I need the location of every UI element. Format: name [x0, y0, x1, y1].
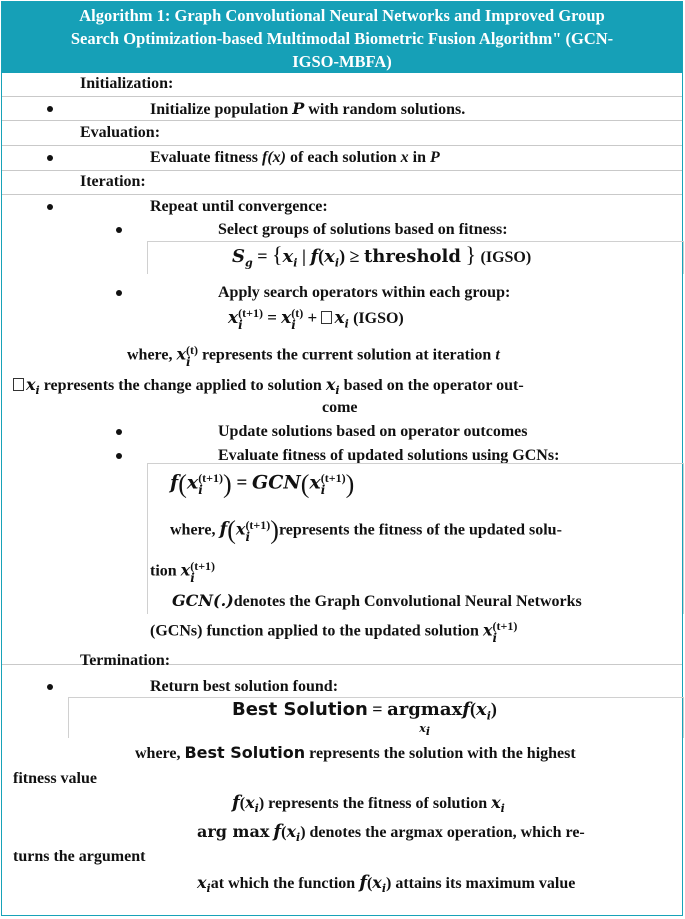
where-fitness-updated: where, f(x (t+1) i )represents the fitness of the updated solu- [170, 515, 562, 545]
repeat-step: Repeat until convergence: [150, 198, 328, 215]
row-divider [2, 120, 682, 121]
argmax-description-cont: turns the argument [13, 848, 146, 865]
gcn-description-cont: (GCNs) function applied to the updated solution x (t+1) i [150, 619, 518, 645]
bullet [47, 204, 53, 210]
final-description: $x_iat$ which the function $f(x_i)$ attains its maximum value [197, 872, 576, 896]
where-fitness-updated-cont: tion x (t+1) i [150, 559, 216, 585]
bullet [116, 290, 122, 296]
gcn-description: GCN(.)denotes the Graph Convolutional Neural Networks [172, 591, 582, 610]
bullet [116, 453, 122, 459]
header-line-3: IGSO-MBFA) [292, 52, 392, 71]
row-divider [2, 96, 682, 97]
update-formula: x (t+1) i = x (t) i + $x_i$ (IGSO) [228, 306, 404, 332]
init-step: Initialize population P with random solutions. [150, 99, 466, 118]
best-solution-formula: Best Solution = argmax $x_i$ $f(x_i)$ [232, 699, 497, 739]
termination-label: Termination: [80, 652, 171, 669]
sg-formula: $S_g = \{x_i$ | $f(x_i)$ ≥ threshold } (IGSO) [232, 242, 532, 270]
initialization-label: Initialization: [80, 75, 174, 92]
row-divider [2, 194, 682, 195]
bullet [47, 155, 53, 161]
argmax-description: arg $\max f(x_i)$ denotes the argmax operation, which re- [197, 821, 585, 845]
where-current-solution: where, x (t) i represents the current solution at iteration t [127, 343, 500, 369]
bullet [116, 429, 122, 435]
gcn-formula: f(x (t+1) i ) = GCN(x (t+1) i ) [170, 469, 355, 499]
evaluation-label: Evaluation: [80, 124, 161, 141]
eval-step: Evaluate fitness f(x) of each solution x in P [150, 149, 440, 166]
header-line-2: Search Optimization-based Multimodal Biometric Fusion Algorithm" (GCN- [70, 29, 614, 48]
where-best-solution: where, Best Solution represents the solution with the highest [135, 743, 576, 762]
delta-description-cont: come [322, 399, 358, 416]
bullet [47, 684, 53, 690]
where-best-solution-cont: fitness value [13, 770, 97, 787]
fx-description: $f(x_i)$ represents the fitness of solution $x_i$ [232, 792, 505, 816]
row-divider [2, 170, 682, 171]
iteration-label: Iteration: [80, 173, 146, 190]
algorithm-header [2, 2, 682, 73]
apply-step: Apply search operators within each group: [218, 284, 511, 301]
delta-description: $x_i$ represents the change applied to solution $x_i$ based on the operator out- [13, 376, 524, 400]
select-step: Select groups of solutions based on fitness: [218, 221, 508, 238]
update-step: Update solutions based on operator outcomes [218, 423, 528, 440]
row-divider [2, 145, 682, 146]
bullet [47, 106, 53, 112]
header-line-1: Algorithm 1: Graph Convolutional Neural Networks and Improved Group [79, 6, 605, 25]
bullet [116, 227, 122, 233]
eval-gcn-step: Evaluate fitness of updated solutions using GCNs: [218, 447, 560, 464]
return-step: Return best solution found: [150, 678, 339, 695]
